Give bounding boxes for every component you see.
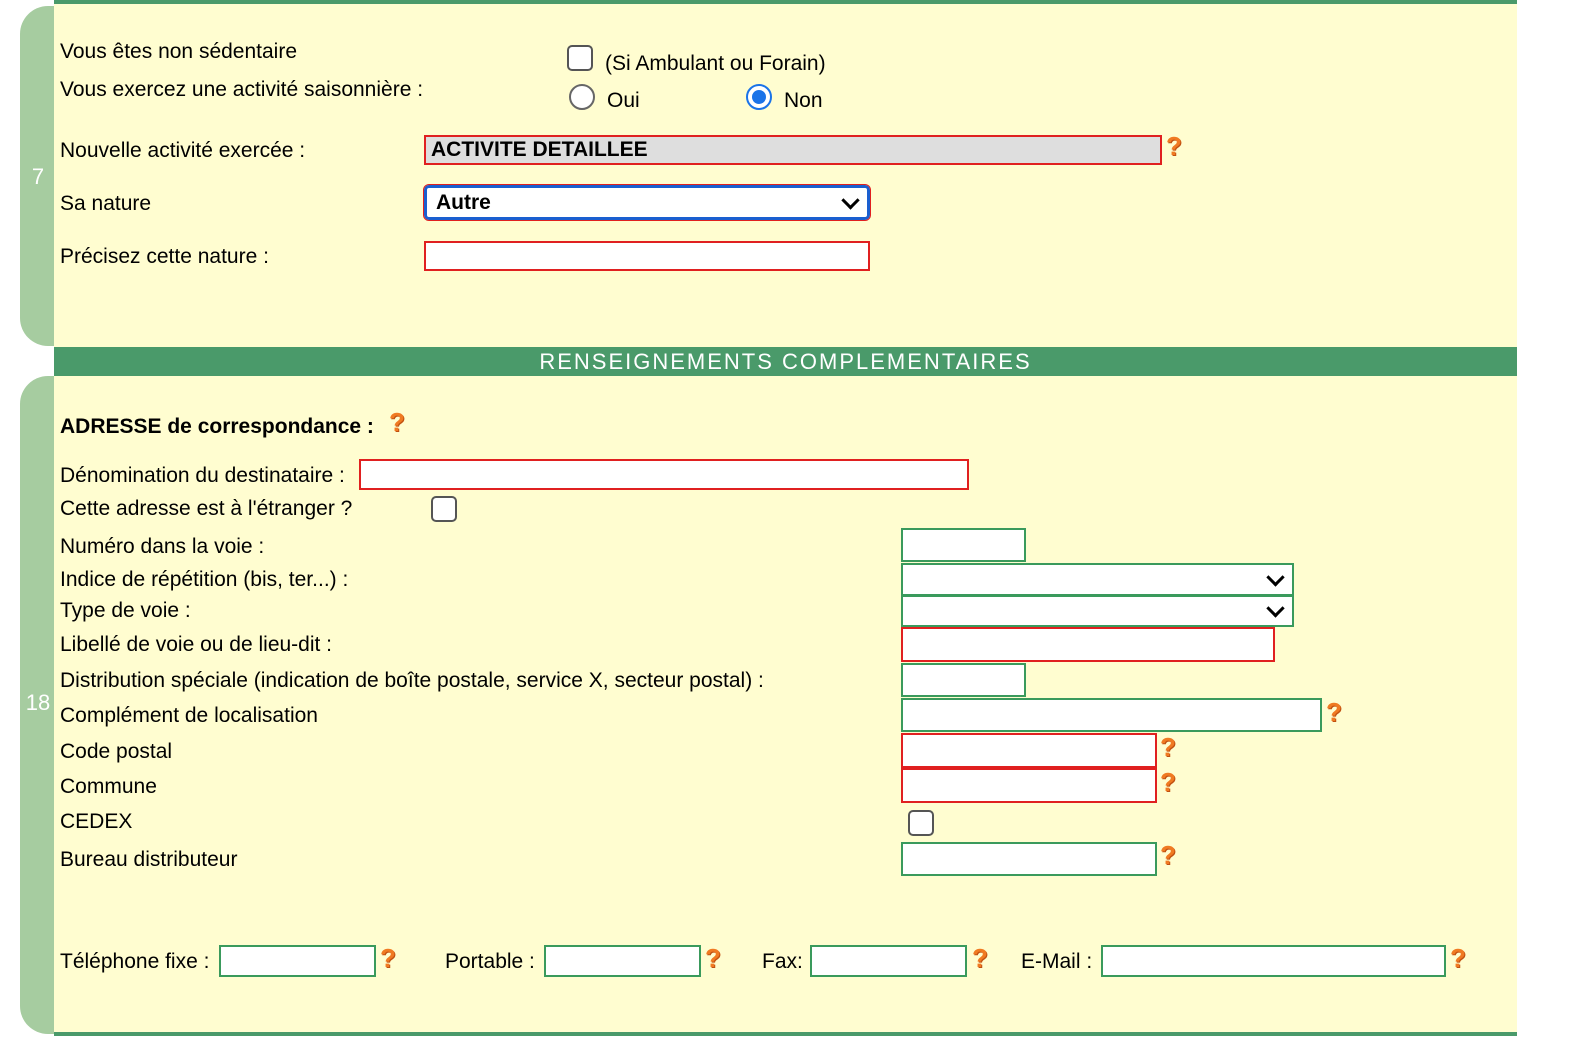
saisonniere-oui-radio[interactable] [569, 84, 595, 110]
help-icon[interactable]: ? [972, 943, 988, 973]
precisez-label: Précisez cette nature : [60, 245, 269, 268]
saisonniere-label: Vous exercez une activité saisonnière : [60, 78, 424, 101]
email-field[interactable] [1101, 945, 1446, 977]
distribution-label: Distribution spéciale (indication de boîte postale, service X, secteur postal) : [60, 669, 764, 692]
numero-label: Numéro dans la voie : [60, 535, 265, 558]
non-sedentaire-label: Vous êtes non sédentaire [60, 40, 298, 63]
telephone-label: Téléphone fixe : [60, 950, 210, 973]
section-18-number: 18 [25, 690, 51, 715]
code-postal-label: Code postal [60, 740, 173, 763]
commune-label: Commune [60, 775, 157, 798]
email-label: E-Mail : [1021, 950, 1093, 973]
help-icon[interactable]: ? [1160, 732, 1176, 762]
telephone-field[interactable] [219, 945, 376, 977]
nature-label: Sa nature [60, 192, 152, 215]
etranger-checkbox[interactable] [431, 496, 457, 522]
help-icon[interactable]: ? [1166, 131, 1182, 161]
cedex-checkbox[interactable] [908, 810, 934, 836]
portable-field[interactable] [544, 945, 701, 977]
complement-field[interactable] [901, 698, 1322, 732]
chevron-down-icon [841, 191, 859, 209]
help-icon[interactable]: ? [705, 943, 721, 973]
non-sedentaire-checkbox[interactable] [567, 45, 593, 71]
numero-field[interactable] [901, 528, 1026, 562]
portable-label: Portable : [445, 950, 535, 973]
complementary-info-banner [54, 347, 1517, 376]
complement-label: Complément de localisation [60, 704, 318, 727]
help-icon[interactable]: ? [1160, 840, 1176, 870]
type-voie-select[interactable] [901, 595, 1294, 627]
help-icon[interactable]: ? [1450, 943, 1466, 973]
etranger-label: Cette adresse est à l'étranger ? [60, 497, 353, 520]
help-icon[interactable]: ? [1326, 697, 1342, 727]
libelle-label: Libellé de voie ou de lieu-dit : [60, 633, 333, 656]
help-icon[interactable]: ? [389, 407, 405, 437]
libelle-field[interactable] [901, 627, 1275, 662]
banner-title: RENSEIGNEMENTS COMPLEMENTAIRES [539, 349, 1032, 374]
help-icon[interactable]: ? [380, 943, 396, 973]
commune-field[interactable] [901, 768, 1157, 803]
indice-select[interactable] [901, 563, 1294, 596]
bureau-label: Bureau distributeur [60, 848, 238, 871]
cedex-label: CEDEX [60, 810, 133, 833]
denomination-label: Dénomination du destinataire : [60, 464, 345, 487]
bureau-field[interactable] [901, 842, 1157, 876]
saisonniere-oui-label: Oui [607, 89, 640, 112]
ambulant-hint: (Si Ambulant ou Forain) [605, 52, 826, 75]
fax-field[interactable] [810, 945, 967, 977]
nouvelle-activite-field[interactable] [424, 135, 1162, 165]
help-icon[interactable]: ? [1160, 767, 1176, 797]
denomination-field[interactable] [359, 459, 969, 490]
indice-label: Indice de répétition (bis, ter...) : [60, 568, 349, 591]
nouvelle-activite-value: ACTIVITE DETAILLEE [431, 138, 648, 161]
code-postal-field[interactable] [901, 733, 1157, 768]
saisonniere-non-label: Non [784, 89, 823, 112]
section-7-number: 7 [31, 164, 45, 189]
saisonniere-non-radio[interactable] [746, 84, 772, 110]
nouvelle-activite-label: Nouvelle activité exercée : [60, 139, 306, 162]
type-voie-label: Type de voie : [60, 599, 191, 622]
fax-label: Fax: [762, 950, 803, 973]
nature-select[interactable] [424, 185, 870, 220]
adresse-title: ADRESSE de correspondance : [60, 415, 374, 438]
chevron-down-icon [1266, 568, 1284, 586]
chevron-down-icon [1266, 599, 1284, 617]
nature-select-value: Autre [436, 191, 491, 214]
precisez-field[interactable] [424, 241, 870, 271]
distribution-field[interactable] [901, 663, 1026, 697]
